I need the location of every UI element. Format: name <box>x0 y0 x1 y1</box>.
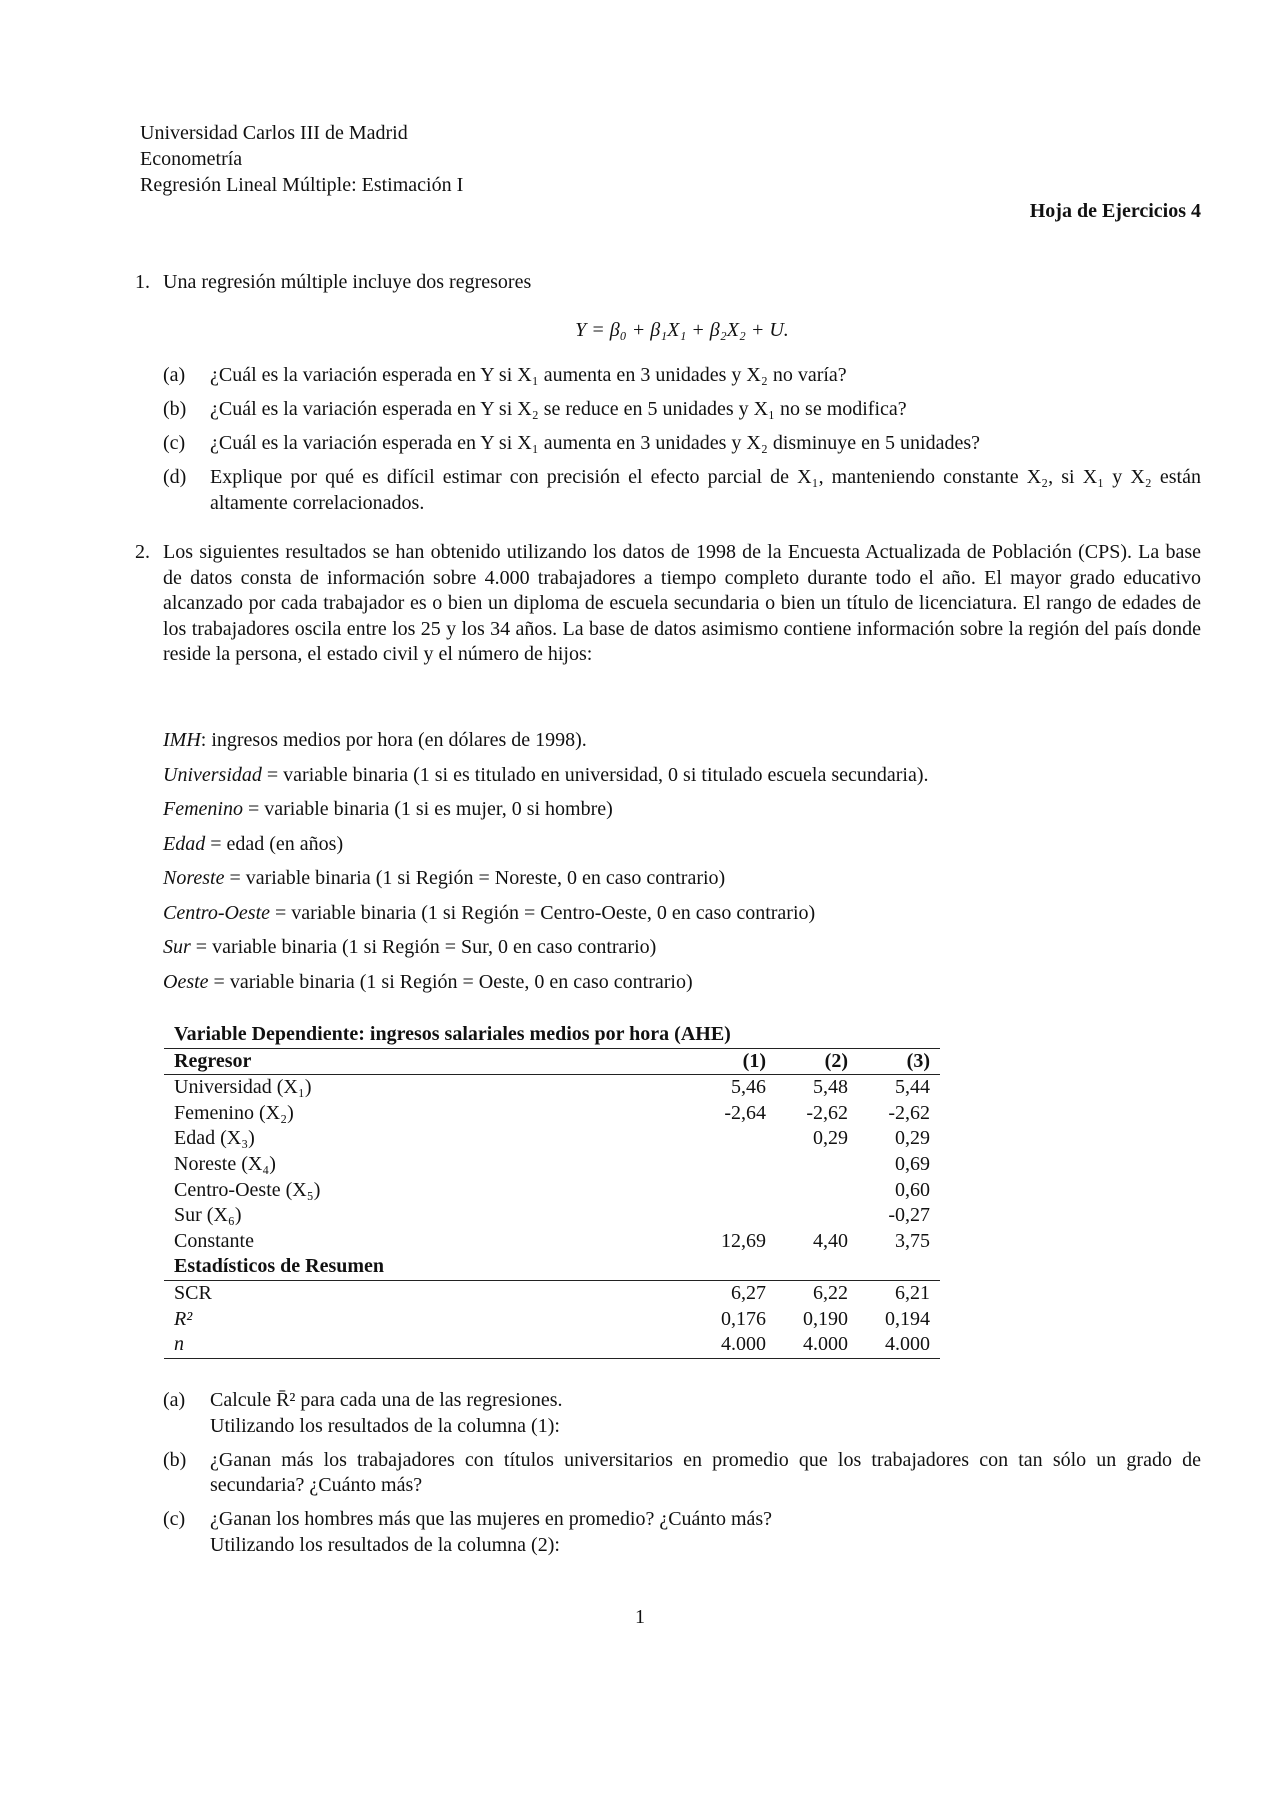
part-label: (d) <box>163 466 187 489</box>
part-label: (c) <box>163 1508 186 1531</box>
summary-row <box>164 1307 940 1333</box>
part-label: (b) <box>163 398 187 421</box>
cell-value: (3) <box>858 1048 940 1075</box>
topic-name: Regresión Lineal Múltiple: Estimación I <box>140 174 464 196</box>
cell-value <box>694 1203 776 1229</box>
var-name: Centro-Oeste <box>163 901 271 924</box>
cell-value: 12,69 <box>721 1229 766 1252</box>
table-row <box>164 1075 940 1101</box>
cell-value: 5,44 <box>895 1076 930 1099</box>
course-name: Econometría <box>140 148 243 170</box>
var-desc: = variable binaria (1 si es titulado en universidad, 0 si titulado escuela secundaria). <box>261 763 929 786</box>
table-row <box>164 1203 940 1229</box>
question-2-parts <box>163 1388 1201 1567</box>
question-part <box>163 1388 1201 1439</box>
cell-value: 6,27 <box>731 1281 766 1304</box>
cell-value: 4.000 <box>694 1332 776 1358</box>
cell-value <box>694 1152 776 1178</box>
page-number: 1 <box>635 1606 645 1628</box>
sheet-title: Hoja de Ejercicios 4 <box>1029 200 1201 222</box>
question-1 <box>135 270 1201 525</box>
row-label: Noreste (X₄) <box>174 1152 276 1175</box>
cell-value <box>776 1152 858 1178</box>
cell-value: 0,190 <box>803 1307 848 1330</box>
cell-value: -0,27 <box>888 1204 930 1227</box>
cell-value: 5,46 <box>731 1076 766 1099</box>
university-name: Universidad Carlos III de Madrid <box>140 122 408 144</box>
var-desc: = variable binaria (1 si Región = Sur, 0 en caso contrario) <box>190 936 657 958</box>
definition-edad <box>163 832 1201 867</box>
row-label: Femenino (X₂) <box>174 1101 294 1124</box>
part-text: Explique por qué es difícil estimar con precisión el efecto parcial de X₁, manteniendo constante X₂, si X₁ y X₂ están altamente correlacionados. <box>210 466 1201 515</box>
cell-value: 5,48 <box>813 1076 848 1099</box>
cell-value: 4,40 <box>813 1229 848 1252</box>
cell-value: 0,176 <box>721 1307 766 1330</box>
var-name: Noreste <box>163 867 225 889</box>
part-label: (a) <box>163 1389 186 1411</box>
question-intro: Una regresión múltiple incluye dos regresores <box>163 271 532 293</box>
cell-value: 0,29 <box>895 1127 930 1150</box>
table-row <box>164 1178 940 1204</box>
part-text: ¿Cuál es la variación esperada en Y si X₂ se reduce en 5 unidades y X₁ no se modifica? <box>210 398 907 421</box>
question-part <box>163 465 1201 516</box>
summary-row <box>164 1332 940 1358</box>
cell-value: 3,75 <box>895 1229 930 1252</box>
cell-value: 4.000 <box>858 1332 940 1358</box>
var-desc: = variable binaria (1 si Región = Oeste, 0 en caso contrario) <box>208 970 693 993</box>
row-label: Constante <box>174 1229 254 1252</box>
part-text: ¿Cuál es la variación esperada en Y si X₁ aumenta en 3 unidades y X₂ disminuye en 5 unidades? <box>210 432 980 455</box>
question-intro: Los siguientes resultados se han obtenido utilizando los datos de 1998 de la Encuesta Actualizada de Población (CPS). La base de datos consta de información sobre 4.000 trabajadores a tiempo completo durante todo el año. El mayor grado educativo alcanzado por cada trabajador es o bien un diploma de escuela secundaria o bien un título de licenciatura. El rango de edades de los trabajadores oscila entre los 25 y los 34 años. La base de datos asimismo contiene información sobre la región del país donde reside la persona, el estado civil y el número de hijos: <box>163 541 1201 666</box>
cell-value: 6,21 <box>895 1281 930 1304</box>
table-caption: Variable Dependiente: ingresos salariales medios por hora (AHE) <box>164 1022 940 1048</box>
row-label: SCR <box>174 1281 212 1304</box>
definition-femenino <box>163 797 1201 832</box>
summary-row <box>164 1280 940 1306</box>
table-row <box>164 1101 940 1127</box>
row-label: n <box>164 1332 694 1358</box>
var-name: Universidad <box>163 763 262 786</box>
definition-imh <box>163 728 1201 763</box>
var-name: Femenino <box>163 798 243 820</box>
question-part <box>163 1448 1201 1499</box>
definition-oeste <box>163 970 1201 1005</box>
table-caption-row <box>164 1022 940 1048</box>
question-part <box>163 397 1201 423</box>
question-number: 2. <box>135 541 150 563</box>
part-text: Calcule R̄² para cada una de las regresiones. <box>210 1389 563 1411</box>
row-label: Regresor <box>164 1048 694 1075</box>
var-desc: = variable binaria (1 si es mujer, 0 si hombre) <box>242 798 613 820</box>
cell-value: 0,194 <box>885 1307 930 1330</box>
table-row <box>164 1126 940 1152</box>
part-text: ¿Cuál es la variación esperada en Y si X₁ aumenta en 3 unidades y X₂ no varía? <box>210 364 847 387</box>
question-part <box>163 1507 1201 1558</box>
summary-title: Estadísticos de Resumen <box>164 1254 940 1280</box>
cell-value <box>776 1178 858 1204</box>
cell-value: 0,69 <box>895 1152 930 1175</box>
table-header-row <box>164 1048 940 1075</box>
table-row <box>164 1152 940 1178</box>
row-label: Centro-Oeste (X₅) <box>174 1178 321 1201</box>
part-text: ¿Ganan los hombres más que las mujeres en promedio? ¿Cuánto más? <box>210 1508 773 1531</box>
question-part <box>163 431 1201 457</box>
regression-equation: Y = β₀ + β₁X₁ + β₂X₂ + U. <box>575 318 789 341</box>
cell-value: 0,29 <box>813 1127 848 1150</box>
question-2 <box>135 540 1201 668</box>
cell-value: -2,62 <box>806 1101 848 1124</box>
part-note: Utilizando los resultados de la columna (2): <box>210 1533 560 1556</box>
cell-value <box>694 1126 776 1152</box>
var-desc: = edad (en años) <box>205 832 344 855</box>
row-label: Universidad (X₁) <box>174 1076 312 1099</box>
definition-sur <box>163 935 1201 970</box>
regression-table <box>164 1022 940 1359</box>
question-number: 1. <box>135 271 150 293</box>
var-name: Edad <box>163 832 206 855</box>
row-label: R² <box>174 1307 193 1330</box>
cell-value: (2) <box>776 1048 858 1075</box>
definition-universidad <box>163 763 1201 798</box>
var-desc: : ingresos medios por hora (en dólares de 1998). <box>200 729 587 751</box>
part-label: (c) <box>163 432 186 455</box>
cell-value: -2,62 <box>888 1101 930 1124</box>
part-label: (b) <box>163 1448 187 1471</box>
var-desc: = variable binaria (1 si Región = Noreste, 0 en caso contrario) <box>224 867 726 889</box>
row-label: Sur (X₆) <box>174 1204 242 1227</box>
question-part <box>163 363 1201 389</box>
cell-value: 4.000 <box>776 1332 858 1358</box>
cell-value: -2,64 <box>724 1101 766 1124</box>
definition-centro-oeste <box>163 901 1201 936</box>
var-name: Sur <box>163 936 191 958</box>
table-row <box>164 1229 940 1255</box>
variable-definitions <box>163 728 1201 1004</box>
part-label: (a) <box>163 364 186 387</box>
cell-value <box>694 1178 776 1204</box>
part-text: ¿Ganan más los trabajadores con títulos universitarios en promedio que los trabajadores con tan sólo un grado de secundaria? ¿Cuánto más? <box>210 1448 1201 1497</box>
var-name: IMH <box>163 729 201 751</box>
summary-title-row <box>164 1254 940 1280</box>
cell-value: 6,22 <box>813 1281 848 1304</box>
cell-value <box>776 1203 858 1229</box>
var-name: Oeste <box>163 970 209 993</box>
var-desc: = variable binaria (1 si Región = Centro-Oeste, 0 en caso contrario) <box>270 901 816 924</box>
definition-noreste <box>163 866 1201 901</box>
part-note: Utilizando los resultados de la columna (1): <box>210 1414 560 1437</box>
cell-value: (1) <box>694 1048 776 1075</box>
cell-value: 0,60 <box>895 1178 930 1201</box>
row-label: Edad (X₃) <box>174 1127 255 1150</box>
